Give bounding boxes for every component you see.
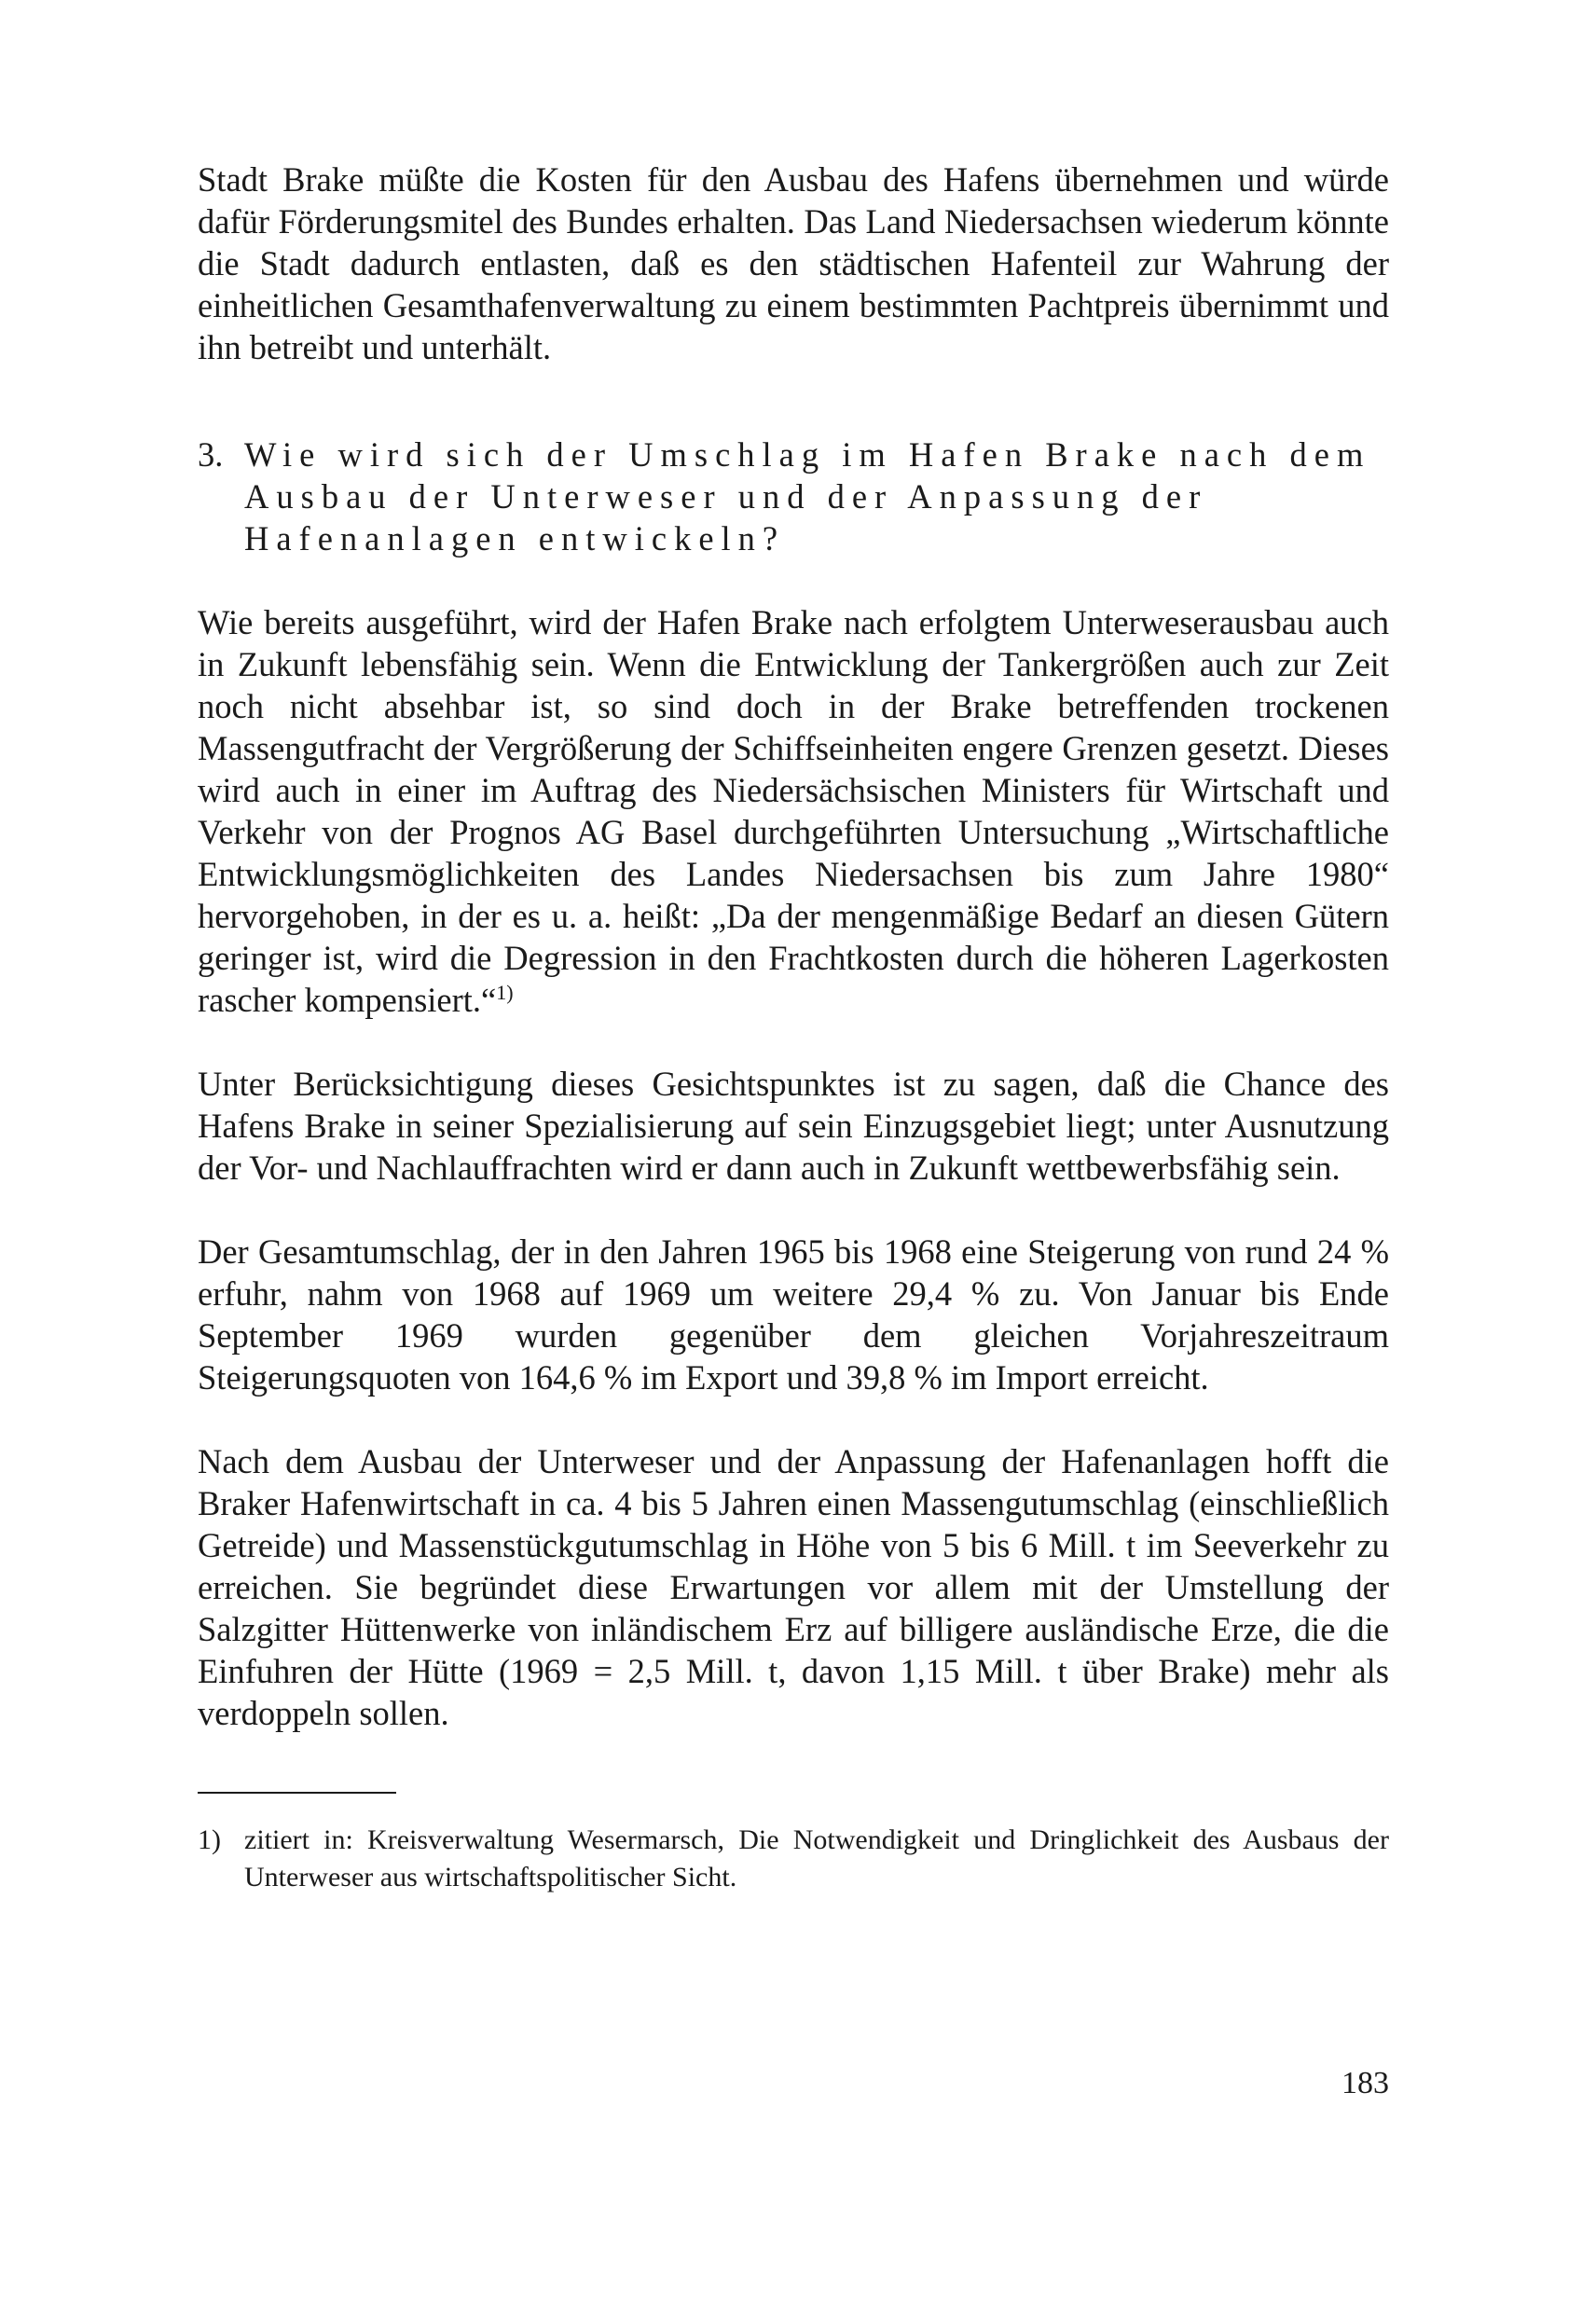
- page-body: [198, 158, 1389, 1896]
- footnote-reference: 1): [496, 980, 514, 1004]
- footnote: [198, 1822, 1389, 1896]
- footnote-marker: 1): [198, 1824, 221, 1855]
- section-heading: [198, 434, 1389, 559]
- paragraph-2-text: Wie bereits ausgeführt, wird der Hafen Brake nach erfolgtem Unterweserausbau auch in Zukunft lebensfähig sein. Wenn die Entwicklung der Tankergrößen auch zur Zeit noch nicht absehbar ist, so sind doch in der Brake betreffenden trockenen Massengutfracht der Vergrößerung der Schiffseinheiten engere Grenzen gesetzt. Dieses wird auch in einer im Auftrag des Niedersächsischen Ministers für Wirtschaft und Verkehr von der Prognos AG Basel durchgeführten Untersuchung „Wirtschaftliche Entwicklungsmöglichkeiten des Landes Niedersachsen bis zum Jahre 1980“ hervorgehoben, in der es u. a. heißt: „Da der mengenmäßige Bedarf an diesen Gütern geringer ist, wird die Degression in den Frachtkosten durch die höheren Lagerkosten rascher kompensiert.“: [198, 603, 1389, 1019]
- footnote-text: zitiert in: Kreisverwaltung Wesermarsch, Die Notwendigkeit und Dringlichkeit des Ausbaus der Unterweser aus wirtschaftspolitischer Sicht.: [244, 1824, 1389, 1892]
- paragraph-4: Der Gesamtumschlag, der in den Jahren 1965 bis 1968 eine Steigerung von rund 24 % erfuhr, nahm von 1968 auf 1969 um weitere 29,4 % zu. Von Januar bis Ende September 1969 wurden gegenüber dem gleichen Vorjahreszeitraum Steigerungsquoten von 164,6 % im Export und 39,8 % im Import erreicht.: [198, 1232, 1389, 1397]
- paragraph-1: Stadt Brake müßte die Kosten für den Ausbau des Hafens übernehmen und würde dafür Förderungsmitel des Bundes erhalten. Das Land Niedersachsen wiederum könnte die Stadt dadurch entlasten, daß es den städtischen Hafenteil zur Wahrung der einheitlichen Gesamthafenverwaltung zu einem bestimmten Pachtpreis übernimmt und ihn betreibt und unterhält.: [198, 160, 1389, 366]
- paragraph-3: Unter Berücksichtigung dieses Gesichtspunktes ist zu sagen, daß die Chance des Hafens Brake in seiner Spezialisierung auf sein Einzugsgebiet liegt; unter Ausnutzung der Vor- und Nachlauffrachten wird er dann auch in Zukunft wettbewerbsfähig sein.: [198, 1065, 1389, 1187]
- paragraph-2: [198, 601, 1389, 1021]
- page-number: 183: [1341, 2066, 1389, 2100]
- paragraph-5: Nach dem Ausbau der Unterweser und der Anpassung der Hafenanlagen hofft die Braker Hafenwirtschaft in ca. 4 bis 5 Jahren einen Massengutumschlag (einschließlich Getreide) und Massenstückgutumschlag in Höhe von 5 bis 6 Mill. t im Seeverkehr zu erreichen. Sie begründet diese Erwartungen vor allem mit der Umstellung der Salzgitter Hüttenwerke von inländischem Erz auf billigere ausländische Erze, die die Einfuhren der Hütte (1969 = 2,5 Mill. t, davon 1,15 Mill. t über Brake) mehr als verdoppeln sollen.: [198, 1442, 1389, 1732]
- footnote-divider: [198, 1792, 396, 1794]
- section-title: Wie wird sich der Umschlag im Hafen Brake nach dem Ausbau der Unterweser und der Anpassung der Hafenanlagen entwickeln?: [244, 435, 1371, 557]
- section-number: 3.: [198, 435, 224, 474]
